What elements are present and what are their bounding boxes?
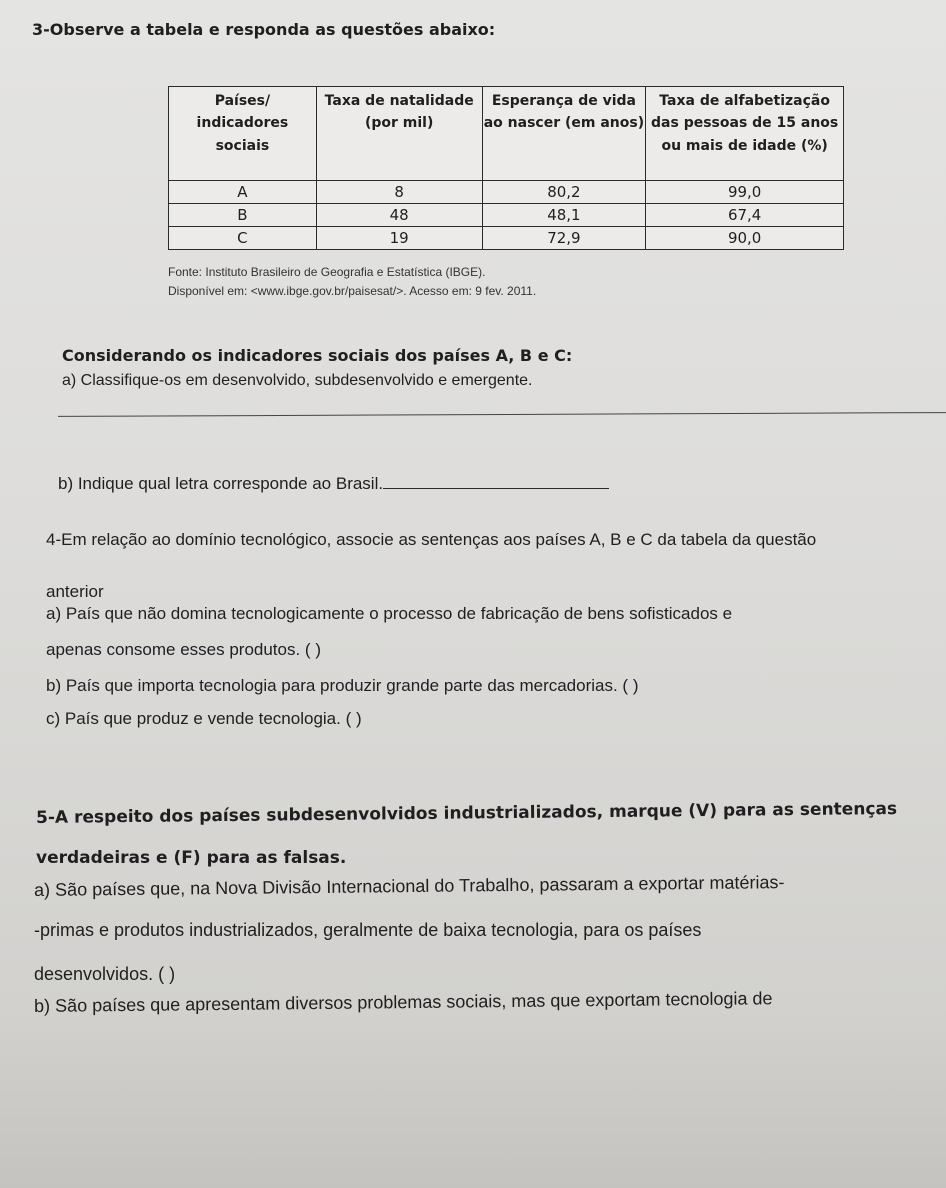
q4-item-c: c) País que produz e vende tecnologia. ( ) — [46, 709, 362, 728]
q4-line-2: anterior — [46, 582, 104, 601]
table-cell: B — [169, 204, 317, 227]
table-cell: C — [169, 227, 317, 250]
table-cell: 48 — [316, 204, 482, 227]
table-cell: 8 — [316, 181, 482, 204]
q4-item-b: b) País que importa tecnologia para produzir grande parte das mercadorias. ( ) — [46, 676, 639, 695]
table-cell: 90,0 — [646, 227, 844, 250]
q3-item-a: a) Classifique-os em desenvolvido, subdesenvolvido e emergente. — [62, 372, 533, 389]
question-3-title: 3-Observe a tabela e responda as questões abaixo: — [32, 20, 496, 39]
q5-item-a-line-3: desenvolvidos. ( ) — [34, 964, 176, 984]
q3-item-b — [58, 474, 609, 494]
answer-blank[interactable] — [383, 474, 609, 489]
table-cell: 19 — [316, 227, 482, 250]
q5-item-a-line-2: -primas e produtos industrializados, geralmente de baixa tecnologia, para os países — [34, 920, 702, 940]
q5-line-1: 5-A respeito dos países subdesenvolvidos industrializados, marque (V) para as sentenças — [36, 798, 898, 828]
table-cell: 80,2 — [482, 181, 646, 204]
table-cell: 48,1 — [482, 204, 646, 227]
q4-item-a-line-2: apenas consome esses produtos. ( ) — [46, 640, 321, 659]
table-cell: 72,9 — [482, 227, 646, 250]
table-cell: 67,4 — [646, 204, 844, 227]
q3-item-b-text: b) Indique qual letra corresponde ao Brasil. — [58, 474, 384, 493]
answer-line — [58, 412, 946, 417]
header-birth-rate: Taxa de natalidade (por mil) — [316, 87, 482, 181]
q5-item-b-line-1: b) São países que apresentam diversos problemas sociais, mas que exportam tecnologia de — [34, 988, 773, 1016]
table-cell: 99,0 — [646, 181, 844, 204]
q4-item-a-line-1: a) País que não domina tecnologicamente o processo de fabricação de bens sofisticados e — [46, 604, 733, 623]
table-row — [169, 181, 844, 204]
source-line-2: Disponível em: <www.ibge.gov.br/paisesat/>. Acesso em: 9 fev. 2011. — [168, 283, 537, 298]
q4-line-1: 4-Em relação ao domínio tecnológico, associe as sentenças aos países A, B e C da tabela da questão — [46, 530, 817, 549]
table-header-row — [169, 87, 844, 181]
header-life-expectancy: Esperança de vida ao nascer (em anos) — [482, 87, 646, 181]
q5-line-2: verdadeiras e (F) para as falsas. — [36, 848, 347, 868]
header-countries: Países/ indicadores sociais — [169, 87, 317, 181]
header-literacy-rate: Taxa de alfabetização das pessoas de 15 anos ou mais de idade (%) — [646, 87, 844, 181]
source-line-1: Fonte: Instituto Brasileiro de Geografia e Estatística (IBGE). — [168, 265, 486, 279]
table-cell: A — [169, 181, 317, 204]
indicators-table — [168, 86, 844, 250]
table-row — [169, 227, 844, 250]
table-row — [169, 204, 844, 227]
table-source — [168, 263, 536, 300]
considering-heading: Considerando os indicadores sociais dos países A, B e C: — [62, 346, 573, 365]
q5-item-a-line-1: a) São países que, na Nova Divisão Internacional do Trabalho, passaram a exportar matérias- — [34, 872, 785, 900]
